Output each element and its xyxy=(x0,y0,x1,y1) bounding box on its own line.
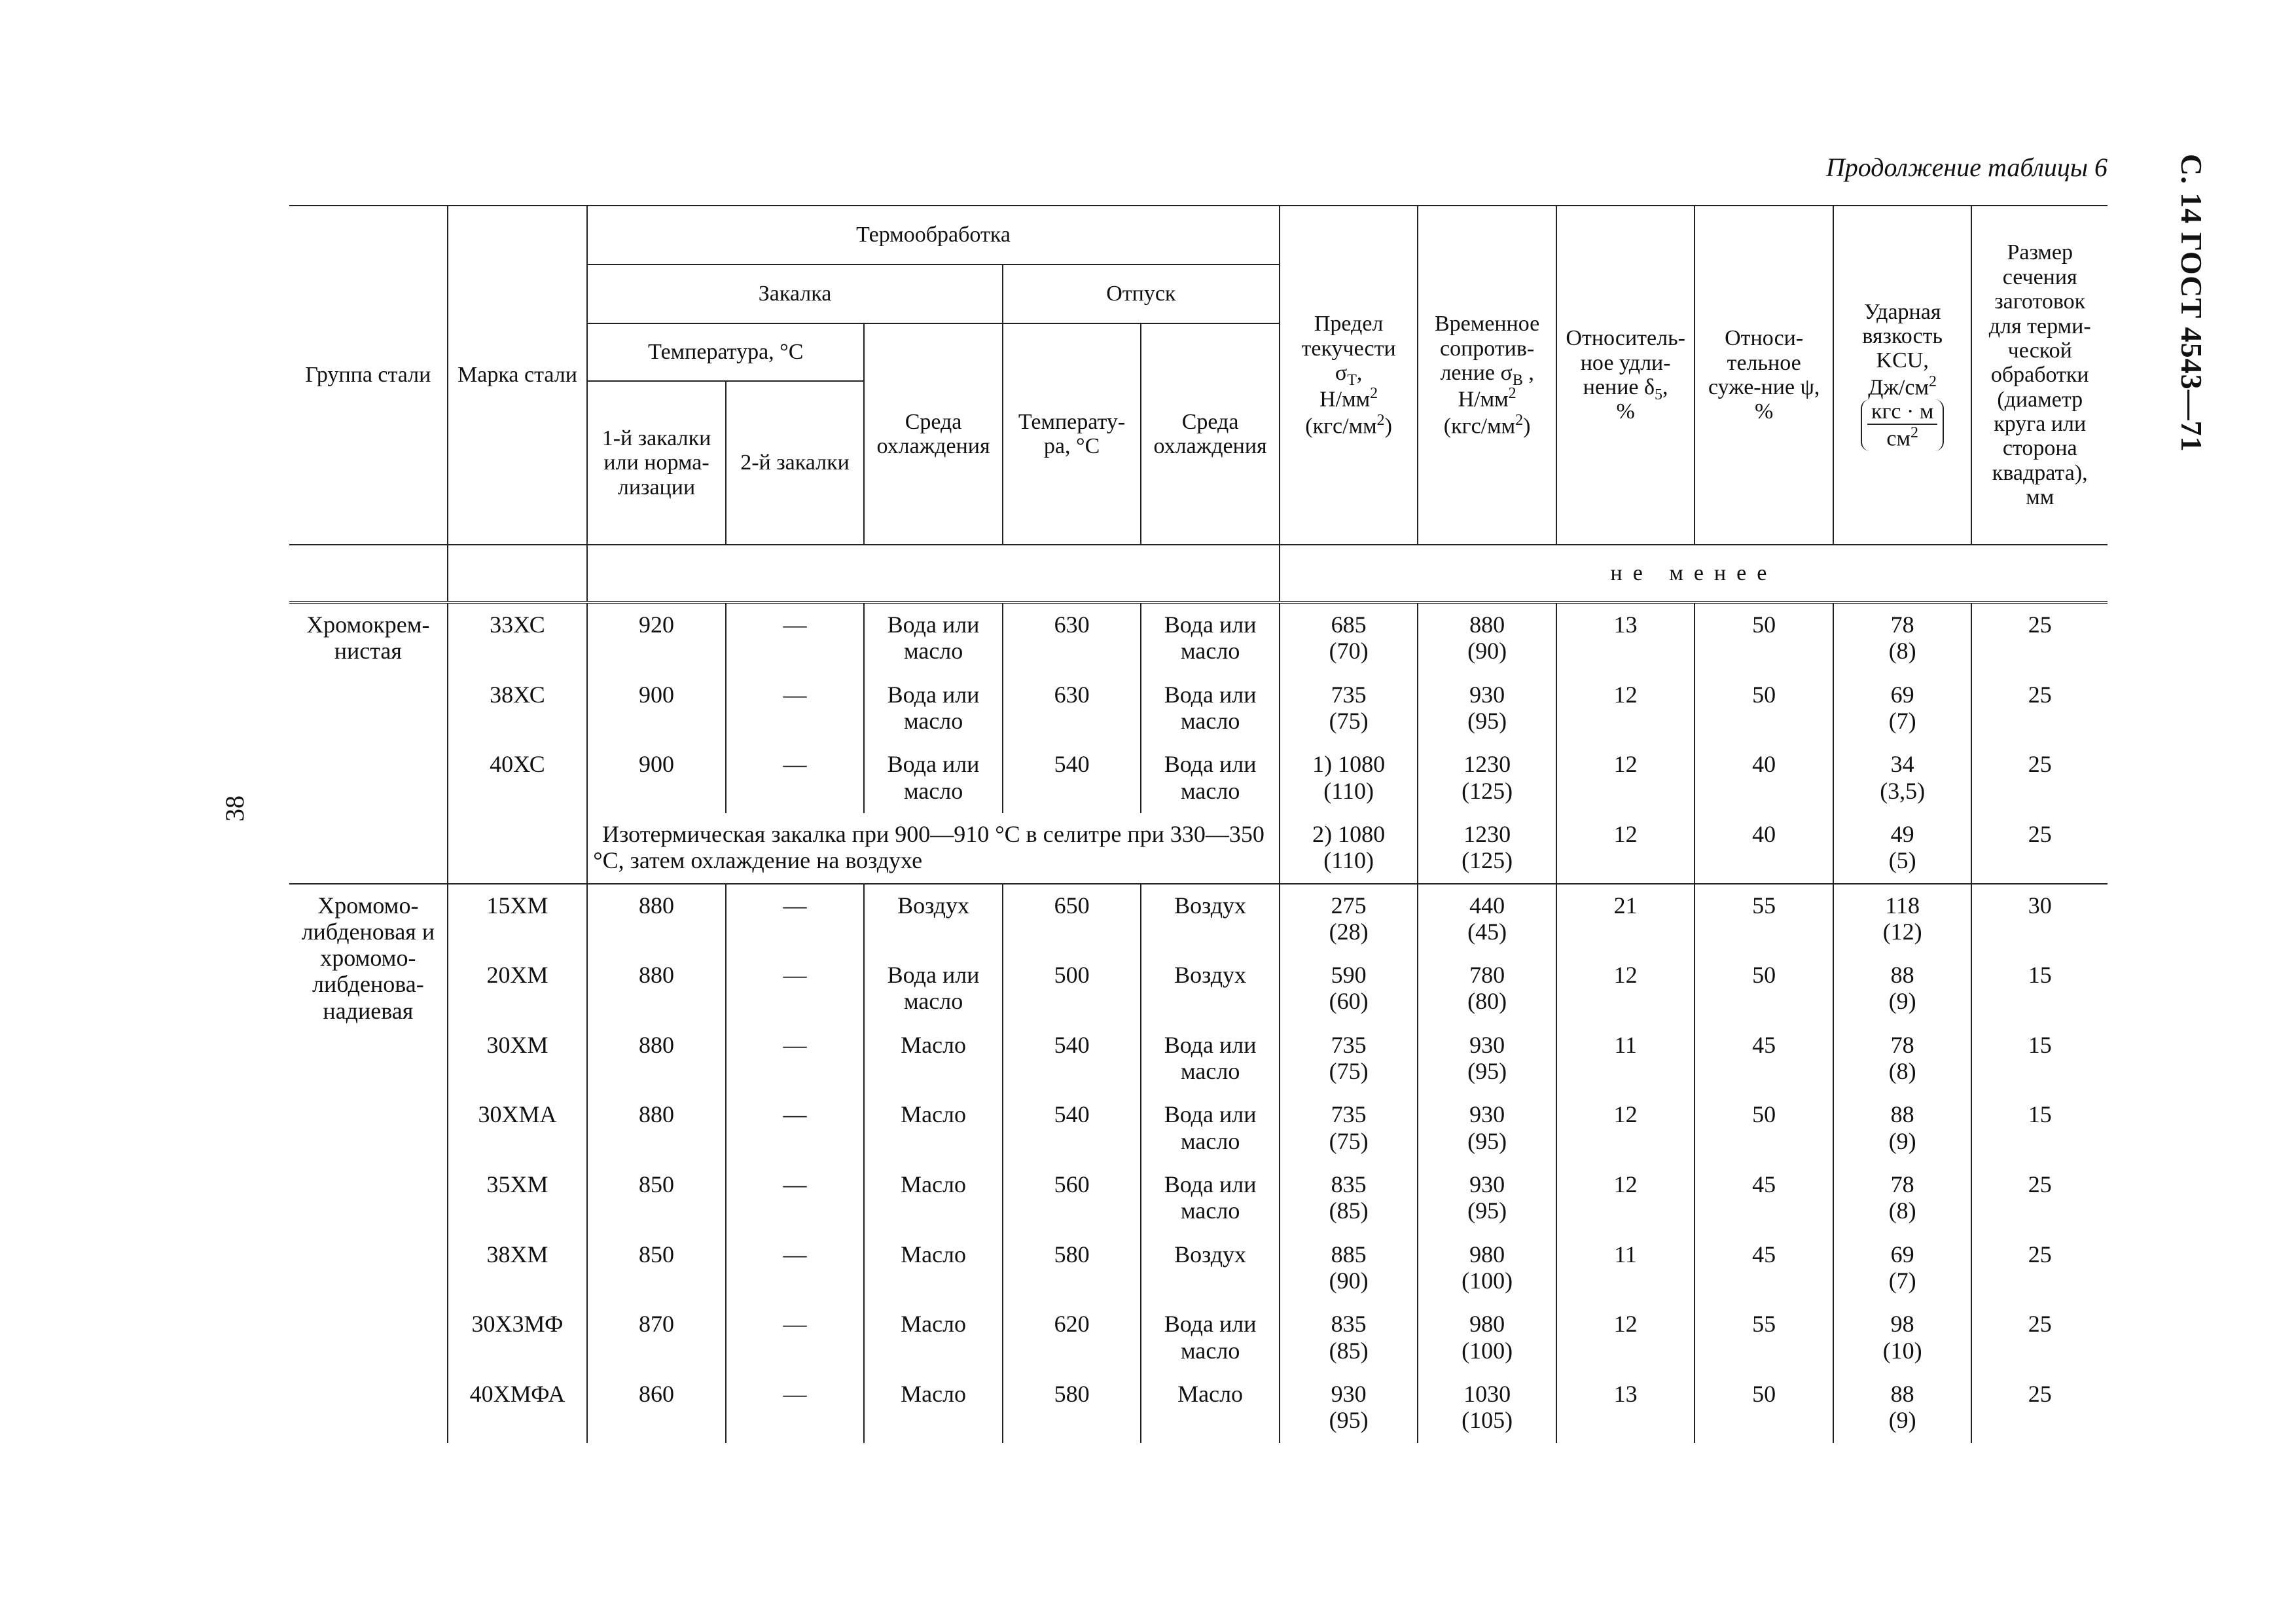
cell-impact-strength: 78 (8) xyxy=(1833,602,1972,674)
header-tensile-a: Временное сопротив-ление σ xyxy=(1434,312,1540,385)
header-impact-frac-den: см xyxy=(1886,426,1910,451)
cell-quench-medium: Вода или масло xyxy=(864,674,1003,744)
cell-quench-medium: Вода или масло xyxy=(864,743,1003,813)
cell-tensile-strength: 1030 (105) xyxy=(1418,1373,1556,1443)
cell-impact-strength: 88 (9) xyxy=(1833,1093,1972,1163)
cell-section-size: 30 xyxy=(1971,884,2108,955)
cell-quench-medium: Воздух xyxy=(864,884,1003,955)
cell-section-size: 25 xyxy=(1971,602,2108,674)
cell-reduction: 45 xyxy=(1695,1024,1833,1094)
table-row xyxy=(289,1233,2108,1304)
header-second-quench: 2-й закалки xyxy=(726,381,865,545)
cell-impact-strength: 88 (9) xyxy=(1833,954,1972,1024)
header-impact-frac-sup: 2 xyxy=(1910,424,1918,441)
cell-impact-strength: 69 (7) xyxy=(1833,1233,1972,1304)
cell-temper-medium: Вода или масло xyxy=(1141,1093,1280,1163)
cell-quench-medium: Масло xyxy=(864,1373,1003,1443)
cell-note-impact-strength: 49 (5) xyxy=(1833,813,1972,884)
cell-tensile-strength: 980 (100) xyxy=(1418,1233,1556,1304)
cell-temper-temp: 620 xyxy=(1003,1303,1141,1373)
header-yield: Предел текучести $\sigma_Т$, $Н/мм^2$ $(кгс/мм^2)$ xyxy=(1280,206,1418,545)
header-impact-fraction xyxy=(1861,399,1944,450)
table-row-note xyxy=(289,813,2108,884)
cell-section-size: 25 xyxy=(1971,1233,2108,1304)
cell-grade: 15ХМ xyxy=(448,884,588,955)
cell-temper-temp: 580 xyxy=(1003,1373,1141,1443)
cell-temper-temp: 560 xyxy=(1003,1163,1141,1233)
cell-quench-medium: Вода или масло xyxy=(864,602,1003,674)
cell-impact-strength: 118 (12) xyxy=(1833,884,1972,955)
cell-first-quench-temp: 850 xyxy=(587,1163,726,1233)
cell-temper-temp: 540 xyxy=(1003,1093,1141,1163)
header-elong-sub: 5 xyxy=(1655,386,1663,403)
table-row xyxy=(289,1024,2108,1094)
header-tensile: Временное сопротив-ление $\sigma_В$ , $Н/мм^2$ $(кгс/мм^2)$ xyxy=(1418,206,1556,545)
cell-elongation: 13 xyxy=(1556,602,1695,674)
cell-yield-strength: 835 (85) xyxy=(1280,1303,1418,1373)
cell-grade: 40ХМФА xyxy=(448,1373,588,1443)
cell-second-quench-temp: — xyxy=(726,1093,865,1163)
cell-temper-medium: Вода или масло xyxy=(1141,743,1280,813)
cell-second-quench-temp: — xyxy=(726,1373,865,1443)
cell-section-size: 15 xyxy=(1971,1024,2108,1094)
cell-first-quench-temp: 900 xyxy=(587,674,726,744)
cell-second-quench-temp: — xyxy=(726,954,865,1024)
table-row xyxy=(289,602,2108,674)
cell-impact-strength: 34 (3,5) xyxy=(1833,743,1972,813)
header-yield-a: Предел текучести σ xyxy=(1301,312,1396,385)
header-elong-b: % xyxy=(1616,399,1635,424)
table-row xyxy=(289,884,2108,955)
cell-temper-temp: 630 xyxy=(1003,602,1141,674)
cell-yield-strength: 835 (85) xyxy=(1280,1163,1418,1233)
cell-reduction: 50 xyxy=(1695,674,1833,744)
cell-temper-medium: Воздух xyxy=(1141,954,1280,1024)
cell-group-name: Хромокрем-нистая xyxy=(289,602,448,884)
cell-note-section-size: 25 xyxy=(1971,813,2108,884)
cell-reduction: 50 xyxy=(1695,1093,1833,1163)
cell-tensile-strength: 1230 (125) xyxy=(1418,743,1556,813)
cell-grade: 40ХС xyxy=(448,743,588,813)
cell-temper-temp: 500 xyxy=(1003,954,1141,1024)
cell-impact-strength: 78 (8) xyxy=(1833,1163,1972,1233)
cell-section-size: 15 xyxy=(1971,1093,2108,1163)
header-yield-sup: 2 xyxy=(1370,385,1378,403)
cell-second-quench-temp: — xyxy=(726,1303,865,1373)
header-grade: Марка стали xyxy=(448,206,588,545)
cell-second-quench-temp: — xyxy=(726,884,865,955)
cell-second-quench-temp: — xyxy=(726,1233,865,1304)
cell-quench-medium: Масло xyxy=(864,1163,1003,1233)
cell-temper-medium: Масло xyxy=(1141,1373,1280,1443)
header-heat-treatment: Термообработка xyxy=(587,206,1280,264)
cell-reduction: 50 xyxy=(1695,954,1833,1024)
cell-section-size: 25 xyxy=(1971,1303,2108,1373)
cell-temper-medium: Воздух xyxy=(1141,884,1280,955)
cell-first-quench-temp: 880 xyxy=(587,954,726,1024)
cell-reduction: 55 xyxy=(1695,884,1833,955)
cell-elongation: 11 xyxy=(1556,1233,1695,1304)
cell-impact-strength: 78 (8) xyxy=(1833,1024,1972,1094)
cell-temper-temp: 630 xyxy=(1003,674,1141,744)
cell-group-name: Хромомо-либденовая и хромомо-либденова-надиевая xyxy=(289,884,448,1443)
header-first-quench: 1-й закалки или норма-лизации xyxy=(587,381,726,545)
header-elongation: Относитель-ное удли-нение $\delta_5$, % xyxy=(1556,206,1695,545)
header-impact-b: Дж/см xyxy=(1868,375,1929,399)
cell-temper-medium: Вода или масло xyxy=(1141,1303,1280,1373)
cell-yield-strength: 735 (75) xyxy=(1280,1024,1418,1094)
cell-temper-medium: Вода или масло xyxy=(1141,674,1280,744)
cell-note-elongation: 12 xyxy=(1556,813,1695,884)
cell-tensile-strength: 440 (45) xyxy=(1418,884,1556,955)
table-row xyxy=(289,954,2108,1024)
cell-temper-medium: Вода или масло xyxy=(1141,602,1280,674)
cell-impact-strength: 98 (10) xyxy=(1833,1303,1972,1373)
cell-section-size: 25 xyxy=(1971,1373,2108,1443)
document-header: С. 14 ГОСТ 4543—71 xyxy=(2175,154,2208,452)
cell-second-quench-temp: — xyxy=(726,1163,865,1233)
cell-elongation: 12 xyxy=(1556,1093,1695,1163)
cell-temper-medium: Вода или масло xyxy=(1141,1024,1280,1094)
cell-grade: 33ХС xyxy=(448,602,588,674)
table-row xyxy=(289,674,2108,744)
cell-second-quench-temp: — xyxy=(726,602,865,674)
header-section-size: Размер сечения заготовок для терми-ческой обработки (диаметр круга или сторона квадрата), мм xyxy=(1971,206,2108,545)
cell-tensile-strength: 930 (95) xyxy=(1418,674,1556,744)
cell-temper-medium: Воздух xyxy=(1141,1233,1280,1304)
table-row xyxy=(289,1303,2108,1373)
header-yield-c: (кгс/мм xyxy=(1305,414,1377,439)
header-not-less: не менее xyxy=(1280,545,2108,602)
cell-isothermal-note: Изотермическая закалка при 900—910 °С в селитре при 330—350 °С, затем охлаждение на воздухе xyxy=(587,813,1280,884)
cell-elongation: 12 xyxy=(1556,1163,1695,1233)
header-yield-sup2: 2 xyxy=(1376,412,1385,429)
header-tensile-c: (кгс/мм xyxy=(1443,414,1516,439)
cell-section-size: 25 xyxy=(1971,674,2108,744)
cell-reduction: 45 xyxy=(1695,1163,1833,1233)
cell-temper-temp: 580 xyxy=(1003,1233,1141,1304)
table-row xyxy=(289,1373,2108,1443)
cell-tensile-strength: 930 (95) xyxy=(1418,1024,1556,1094)
table-row xyxy=(289,1163,2108,1233)
cell-first-quench-temp: 850 xyxy=(587,1233,726,1304)
cell-yield-strength: 685 (70) xyxy=(1280,602,1418,674)
cell-grade: 35ХМ xyxy=(448,1163,588,1233)
cell-reduction: 55 xyxy=(1695,1303,1833,1373)
cell-elongation: 13 xyxy=(1556,1373,1695,1443)
cell-reduction: 45 xyxy=(1695,1233,1833,1304)
header-impact-a: Ударная вязкость KCU, xyxy=(1862,299,1943,373)
cell-elongation: 11 xyxy=(1556,1024,1695,1094)
cell-second-quench-temp: — xyxy=(726,743,865,813)
cell-grade: 20ХМ xyxy=(448,954,588,1024)
cell-tensile-strength: 980 (100) xyxy=(1418,1303,1556,1373)
cell-temper-medium: Вода или масло xyxy=(1141,1163,1280,1233)
header-impact-sup: 2 xyxy=(1929,373,1937,390)
header-tensile-sup2: 2 xyxy=(1515,412,1524,429)
header-tensile-sub: В xyxy=(1512,371,1523,389)
cell-note-reduction: 40 xyxy=(1695,813,1833,884)
cell-impact-strength: 69 (7) xyxy=(1833,674,1972,744)
cell-second-quench-temp: — xyxy=(726,1024,865,1094)
cell-yield-strength: 930 (95) xyxy=(1280,1373,1418,1443)
table-header xyxy=(289,206,2108,602)
cell-first-quench-temp: 920 xyxy=(587,602,726,674)
table-row xyxy=(289,1093,2108,1163)
header-quench: Закалка xyxy=(587,264,1003,323)
cell-impact-strength: 88 (9) xyxy=(1833,1373,1972,1443)
cell-yield-strength: 590 (60) xyxy=(1280,954,1418,1024)
cell-yield-strength: 735 (75) xyxy=(1280,1093,1418,1163)
header-temper-temperature: Температу-ра, °С xyxy=(1003,323,1141,545)
cell-grade: 30ХМ xyxy=(448,1024,588,1094)
header-temper-medium: Среда охлаждения xyxy=(1141,323,1280,545)
cell-first-quench-temp: 870 xyxy=(587,1303,726,1373)
cell-grade-empty xyxy=(448,813,588,884)
cell-note-tensile-strength: 1230 (125) xyxy=(1418,813,1556,884)
header-elong-a: Относитель-ное удли-нение δ xyxy=(1566,326,1685,399)
cell-yield-strength: 275 (28) xyxy=(1280,884,1418,955)
header-temperature: Температура, °С xyxy=(587,323,864,381)
table-body xyxy=(289,602,2108,1443)
header-group: Группа стали xyxy=(289,206,448,545)
cell-tensile-strength: 780 (80) xyxy=(1418,954,1556,1024)
cell-quench-medium: Масло xyxy=(864,1233,1003,1304)
cell-quench-medium: Масло xyxy=(864,1024,1003,1094)
cell-second-quench-temp: — xyxy=(726,674,865,744)
cell-grade: 38ХС xyxy=(448,674,588,744)
cell-temper-temp: 540 xyxy=(1003,743,1141,813)
cell-grade: 30ХМА xyxy=(448,1093,588,1163)
cell-grade: 30Х3МФ xyxy=(448,1303,588,1373)
cell-yield-strength: 885 (90) xyxy=(1280,1233,1418,1304)
cell-temper-temp: 650 xyxy=(1003,884,1141,955)
cell-reduction: 40 xyxy=(1695,743,1833,813)
cell-quench-medium: Масло xyxy=(864,1303,1003,1373)
cell-reduction: 50 xyxy=(1695,1373,1833,1443)
cell-section-size: 15 xyxy=(1971,954,2108,1024)
page-number: 38 xyxy=(220,795,249,822)
cell-tensile-strength: 880 (90) xyxy=(1418,602,1556,674)
cell-elongation: 12 xyxy=(1556,743,1695,813)
cell-grade: 38ХМ xyxy=(448,1233,588,1304)
header-impact-frac-num: кгс · м xyxy=(1867,399,1937,425)
header-yield-b: Н/мм xyxy=(1319,387,1371,412)
cell-reduction: 50 xyxy=(1695,602,1833,674)
cell-first-quench-temp: 900 xyxy=(587,743,726,813)
cell-elongation: 12 xyxy=(1556,954,1695,1024)
properties-table xyxy=(289,205,2108,1443)
cell-note-yield-strength: 2) 1080 (110) xyxy=(1280,813,1418,884)
header-tensile-sup: 2 xyxy=(1508,385,1516,403)
cell-quench-medium: Масло xyxy=(864,1093,1003,1163)
cell-tensile-strength: 930 (95) xyxy=(1418,1163,1556,1233)
header-impact xyxy=(1833,206,1972,545)
header-spacer-grade xyxy=(448,545,588,602)
cell-first-quench-temp: 860 xyxy=(587,1373,726,1443)
cell-first-quench-temp: 880 xyxy=(587,1093,726,1163)
table-row xyxy=(289,743,2108,813)
cell-first-quench-temp: 880 xyxy=(587,884,726,955)
header-quench-medium: Среда охлаждения xyxy=(864,323,1003,545)
cell-yield-strength: 1) 1080 (110) xyxy=(1280,743,1418,813)
cell-elongation: 21 xyxy=(1556,884,1695,955)
cell-section-size: 25 xyxy=(1971,1163,2108,1233)
cell-quench-medium: Вода или масло xyxy=(864,954,1003,1024)
header-spacer-heat xyxy=(587,545,1280,602)
cell-elongation: 12 xyxy=(1556,1303,1695,1373)
cell-section-size: 25 xyxy=(1971,743,2108,813)
cell-yield-strength: 735 (75) xyxy=(1280,674,1418,744)
cell-tensile-strength: 930 (95) xyxy=(1418,1093,1556,1163)
cell-first-quench-temp: 880 xyxy=(587,1024,726,1094)
header-yield-sub: Т xyxy=(1347,371,1357,389)
header-reduction: Относи-тельное суже-ние ψ, % xyxy=(1695,206,1833,545)
header-tensile-b: Н/мм xyxy=(1458,387,1509,412)
cell-elongation: 12 xyxy=(1556,674,1695,744)
header-temper: Отпуск xyxy=(1003,264,1280,323)
cell-temper-temp: 540 xyxy=(1003,1024,1141,1094)
table-caption: Продолжение таблицы 6 xyxy=(1825,153,2108,182)
header-spacer-group xyxy=(289,545,448,602)
